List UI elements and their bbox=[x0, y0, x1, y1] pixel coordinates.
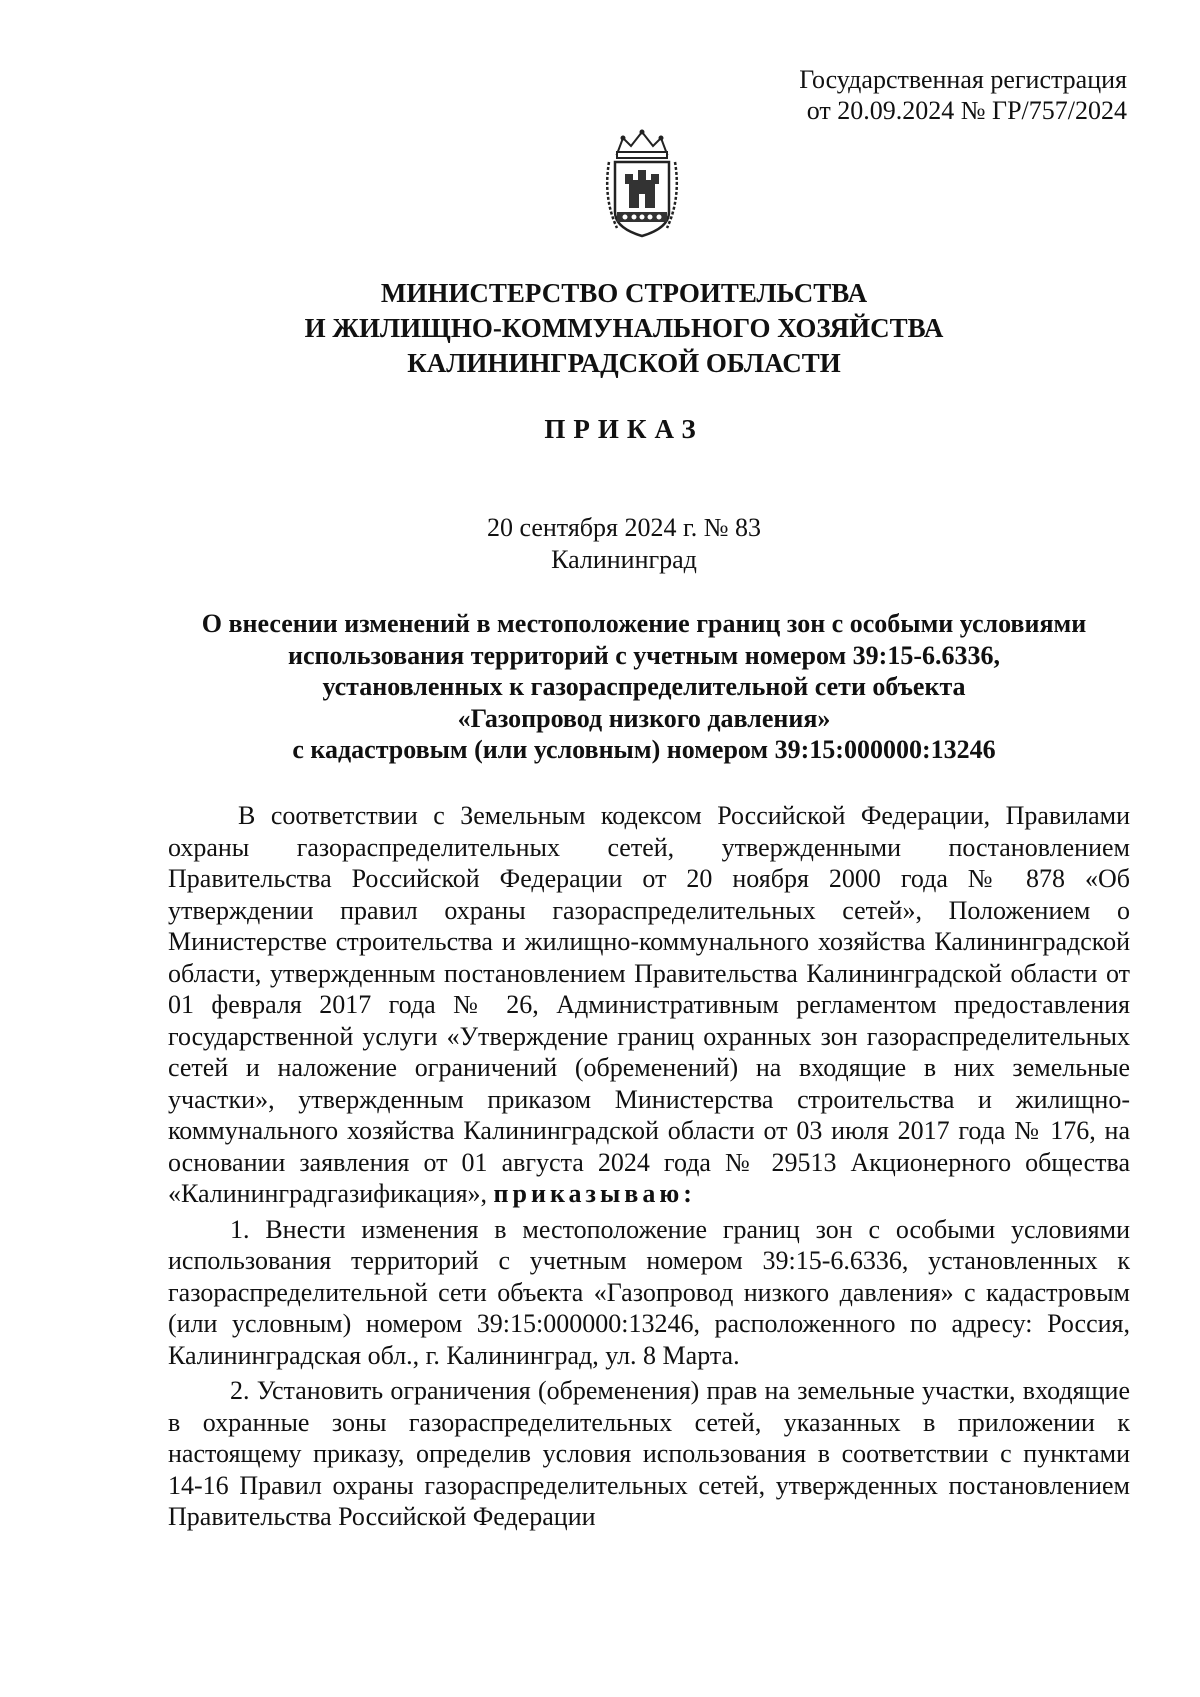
order-verb: приказываю: bbox=[493, 1179, 696, 1208]
registration-line-2: от 20.09.2024 № ГР/757/2024 bbox=[806, 96, 1127, 125]
subject-line-2: использования территорий с учетным номером 39:15-6.6336, bbox=[287, 640, 1000, 670]
subject-line-3: установленных к газораспределительной сети объекта bbox=[322, 672, 966, 701]
ministry-line-3: КАЛИНИНГРАДСКОЙ ОБЛАСТИ bbox=[407, 348, 841, 378]
document-type: ПРИКАЗ bbox=[544, 414, 704, 444]
subject-line-1: О внесении изменений в местоположение границ зон с особыми условиями bbox=[201, 609, 1087, 638]
order-body bbox=[168, 800, 1130, 1533]
registration-line-1: Государственная регистрация bbox=[799, 65, 1127, 94]
date-and-place bbox=[0, 512, 1200, 576]
preamble-text: В соответствии с Земельным кодексом Российской Федерации, Правилами охраны газораспределительных сетей, утвержденными постановлением Правительства Российской Федерации от 20 ноября 2000 года № 878 «Об утверждении правил охраны газораспределительных сетей», Положением о Министерстве строительства и жилищно-коммунального хозяйства Калининградской области, утвержденным постановлением Правительства Калининградской области от 01 февраля 2017 года № 26, Административным регламентом предоставления государственной услуги «Утверждение границ охранных зон газораспределительных сетей и наложение ограничений (обременений) на входящие в них земельные участки», утвержденным приказом Министерства строительства и жилищно-коммунального хозяйства Калининградской области от 03 июля 2017 года № 176, на основании заявления от 01 августа 2024 года № 29513 Акционерного общества «Калининградгазификация», bbox=[168, 801, 1130, 1208]
order-subject bbox=[160, 608, 1128, 766]
order-date-number: 20 сентября 2024 г. № 83 bbox=[486, 513, 761, 542]
ministry-line-2: И ЖИЛИЩНО-КОММУНАЛЬНОГО ХОЗЯЙСТВА bbox=[304, 313, 944, 343]
order-item-1: 1. Внести изменения в местоположение границ зон с особыми условиями использования территорий с учетным номером 39:15-6.6336, установленных к газораспределительной сети объекта «Газопровод низкого давления» с кадастровым (или условным) номером 39:15:000000:13246, расположенного по адресу: Россия, Калининградская обл., г. Калининград, ул. 8 Марта. bbox=[168, 1214, 1130, 1370]
subject-line-4: «Газопровод низкого давления» bbox=[457, 703, 831, 733]
ministry-name bbox=[0, 276, 1200, 381]
registration-stamp bbox=[799, 64, 1127, 126]
ministry-line-1: МИНИСТЕРСТВО СТРОИТЕЛЬСТВА bbox=[380, 278, 868, 308]
coat-of-arms-icon bbox=[603, 128, 681, 240]
order-city: Калининград bbox=[551, 545, 697, 574]
preamble-paragraph bbox=[168, 800, 1130, 1210]
subject-line-5: с кадастровым (или условным) номером 39:15:000000:13246 bbox=[292, 735, 996, 764]
order-item-2: 2. Установить ограничения (обременения) прав на земельные участки, входящие в охранные зоны газораспределительных сетей, указанных в приложении к настоящему приказу, определив условия использования в соответствии с пунктами 14-16 Правил охраны газораспределительных сетей, утвержденных постановлением Правительства Российской Федерации bbox=[168, 1376, 1130, 1531]
